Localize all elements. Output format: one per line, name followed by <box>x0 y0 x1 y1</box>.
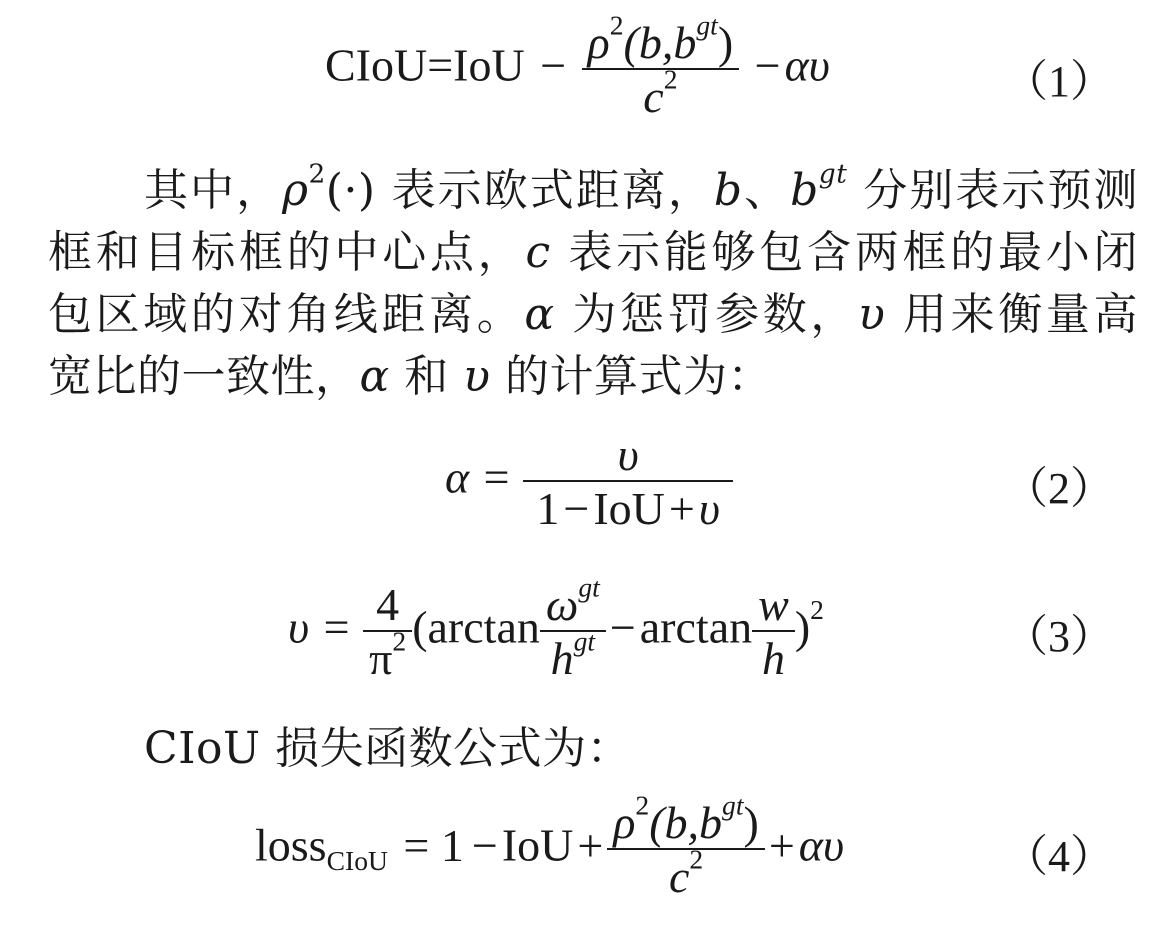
equation-3-number: （3） <box>1004 612 1114 661</box>
eq1-fraction: $\frac{\rho^2(b,b^{gt})}{c^2}$ <box>582 20 740 120</box>
equation-1-number: （1） <box>1004 57 1114 106</box>
eq2-fraction: $\frac{\upsilon}{\text{1−IoU+υ}}$ <box>523 432 733 532</box>
equation-2: α = $\frac{\upsilon}{\text{1−IoU+υ}}$ <box>445 432 733 532</box>
para1-line4: 宽比的一致性，α 和 υ 的计算式为： <box>48 351 772 402</box>
para1-line1: 其中，$\rho^2(\cdot)$ 表示欧式距离，b、$b^{gt}$ 分别表示预测 <box>144 158 1138 216</box>
equation-4-number: （4） <box>1004 832 1114 881</box>
eq4-fraction: $\frac{\rho^2(b,b^{gt})}{c^2}$ <box>607 800 765 900</box>
eq3-fraction-4-pi: $\frac{4}{\pi^2}$ <box>363 582 412 682</box>
para2-line1: CIoU 损失函数公式为： <box>144 723 632 774</box>
paragraph-definitions <box>48 160 1138 408</box>
equation-2-number: （2） <box>1004 464 1114 513</box>
eq3-fraction-w-h: $\frac{w}{h}$ <box>752 582 795 682</box>
equation-3: υ = $\frac{4}{\pi^2}$ (arctan $\frac{\omega^{gt}}{h^{gt}}$ −arctan $\frac{w}{h}$ )$^2$ <box>288 571 824 684</box>
para1-line3: 包区域的对角线距离。α 为惩罚参数，υ 用来衡量高 <box>48 289 1138 340</box>
equation-4: loss$_{CIoU}$ = 1 −IoU+ $\frac{\rho^2(b,b^{gt})}{c^2}$ +αυ <box>255 789 845 902</box>
equation-1: CIoU=IoU − $\frac{\rho^2(b,b^{gt})}{c^2}$ −αυ <box>325 9 830 122</box>
eq1-minus: − <box>540 39 567 91</box>
eq3-fraction-omega: $\frac{\omega^{gt}}{h^{gt}}$ <box>540 582 606 682</box>
para1-line2: 框和目标框的中心点，c 表示能够包含两框的最小闭 <box>48 227 1138 278</box>
paragraph-ciou-loss <box>48 718 1138 780</box>
eq1-lhs: CIoU=IoU <box>325 39 525 91</box>
